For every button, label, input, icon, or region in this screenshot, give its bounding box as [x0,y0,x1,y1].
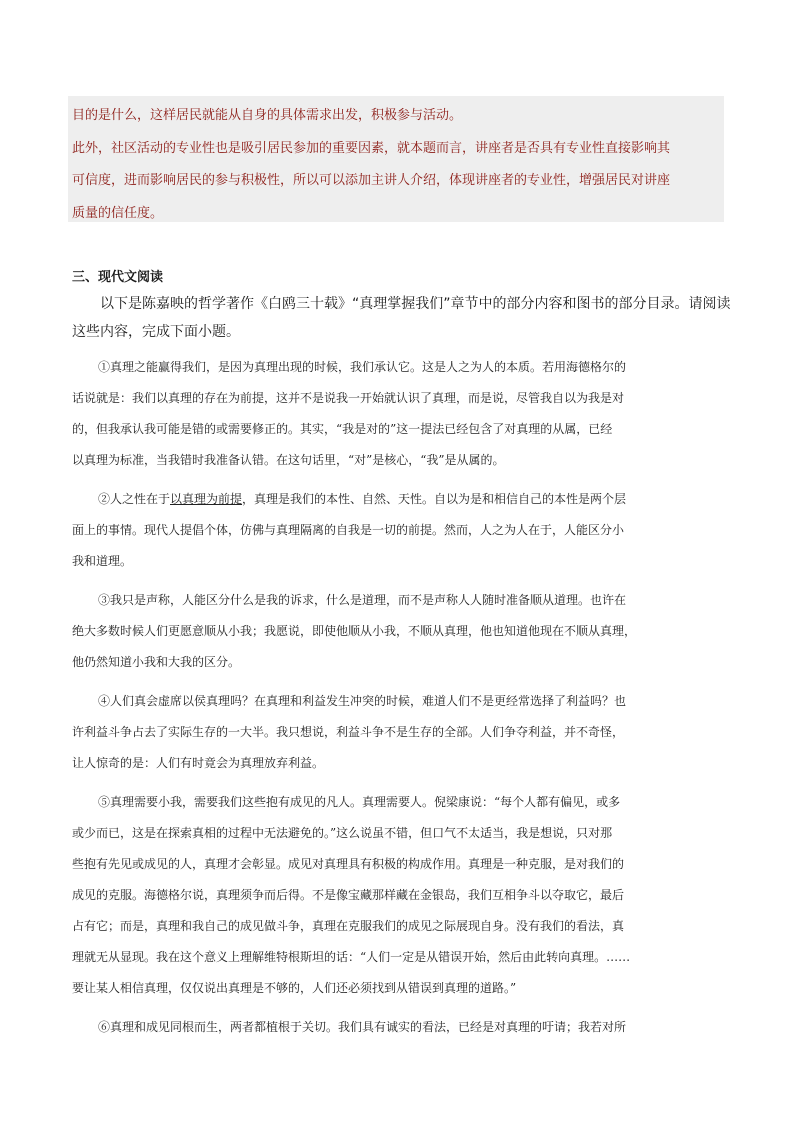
answer-line: 可信度，进而影响居民的参与积极性，所以可以添加主讲人介绍，体现讲座者的专业性，增强居民对讲座 [72,173,671,188]
answer-line: 质量的信任度。 [72,205,164,221]
paragraph-line: 以真理为标准，当我错时我准备认错。在这句话里，“对”是核心，“我”是从属的。 [72,453,505,467]
article-text [72,352,722,1051]
paragraph-line: 的，但我承认我可能是错的或需要修正的。其实，“我是对的”这一提法已经包含了对真理的从属，已经 [72,422,613,436]
paragraph-6 [72,1012,722,1043]
intro-line: 以下是陈嘉映的哲学著作《白鸥三十载》“真理掌握我们”章节中的部分内容和图书的部分目录。请阅读 [100,296,731,312]
paragraph-line: 他仍然知道小我和大我的区分。 [72,655,241,669]
paragraph-line: 许利益斗争占去了实际生存的一大半。我只想说，利益斗争不是生存的全部。人们争夺利益，并不奇怪， [72,725,625,739]
paragraph-line: 让人惊奇的是：人们有时竟会为真理放弃利益。 [72,756,325,770]
paragraph-line: 或少而已，这是在探索真相的过程中无法避免的。”这么说虽不错，但口气不太适当，我是想说，只对那 [72,826,613,840]
intro-line: 这些内容，完成下面小题。 [72,324,240,340]
paragraph-line: ③我只是声称，人能区分什么是我的诉求，什么是道理，而不是声称人人随时准备顺从道理。也许在 [98,593,627,607]
paragraph-line: 理就无从显现。我在这个意义上理解维特根斯坦的话：“人们一定是从错误开始，然后由此转向真理。…… [72,950,631,964]
paragraph-line [72,484,722,515]
paragraph-1 [72,352,722,476]
paragraph-line: 我和道理。 [72,554,133,568]
paragraph-line: 成见的克服。海德格尔说，真理须争而后得。不是像宝藏那样藏在金银岛，我们互相争斗以夺取它，最后 [72,888,625,902]
paragraph-line: ⑤真理需要小我，需要我们这些抱有成见的凡人。真理需要人。倪梁康说：“每个人都有偏见，或多 [98,795,621,809]
answer-line: 此外，社区活动的专业性也是吸引居民参加的重要因素，就本题而言，讲座者是否具有专业性直接影响其 [72,140,671,156]
paragraph-5 [72,787,722,1004]
paragraph-line: 话说就是：我们以真理的存在为前提，这并不是说我一开始就认识了真理，而是说，尽管我自以为我是对 [72,391,625,405]
paragraph-line: 面上的事情。现代人提倡个体，仿佛与真理隔离的自我是一切的前提。然而，人之为人在于，人能区分小 [72,523,625,537]
paragraph-text: ②人之性在于 [98,492,171,506]
paragraph-line: 要让某人相信真理，仅仅说出真理是不够的，人们还必须找到从错误到真理的道路。” [72,981,517,995]
answer-highlight-box [68,96,724,222]
paragraph-4 [72,686,722,779]
answer-line: 目的是什么，这样居民就能从自身的具体需求出发，积极参与活动。 [72,108,463,123]
paragraph-line: 些抱有先见或成见的人，真理才会彰显。成见对真理具有积极的构成作用。真理是一种克服，是对我们的 [72,857,625,871]
paragraph-2 [72,484,722,577]
section-title: 三、现代文阅读 [72,270,164,285]
paragraph-line: 绝大多数时候人们更愿意顺从小我；我愿说，即使他顺从小我，不顺从真理，他也知道他现在不顺从真理， [72,624,637,638]
paragraph-3 [72,585,722,678]
underlined-phrase: 以真理为前提 [170,492,243,506]
paragraph-line: ④人们真会虚席以侯真理吗？在真理和利益发生冲突的时候，难道人们不是更经常选择了利益吗？也 [98,694,627,708]
paragraph-line: ①真理之能赢得我们，是因为真理出现的时候，我们承认它。这是人之为人的本质。若用海德格尔的 [98,360,627,374]
paragraph-line: ⑥真理和成见同根而生，两者都植根于关切。我们具有诚实的看法，已经是对真理的吁请；我若对所 [98,1020,627,1034]
section-intro [72,290,731,346]
paragraph-text: ，真理是我们的本性、自然、天性。自以为是和相信自己的本性是两个层 [242,492,627,506]
paragraph-line: 占有它；而是，真理和我自己的成见做斗争，真理在克服我们的成见之际展现自身。没有我们的看法，真 [72,919,625,933]
